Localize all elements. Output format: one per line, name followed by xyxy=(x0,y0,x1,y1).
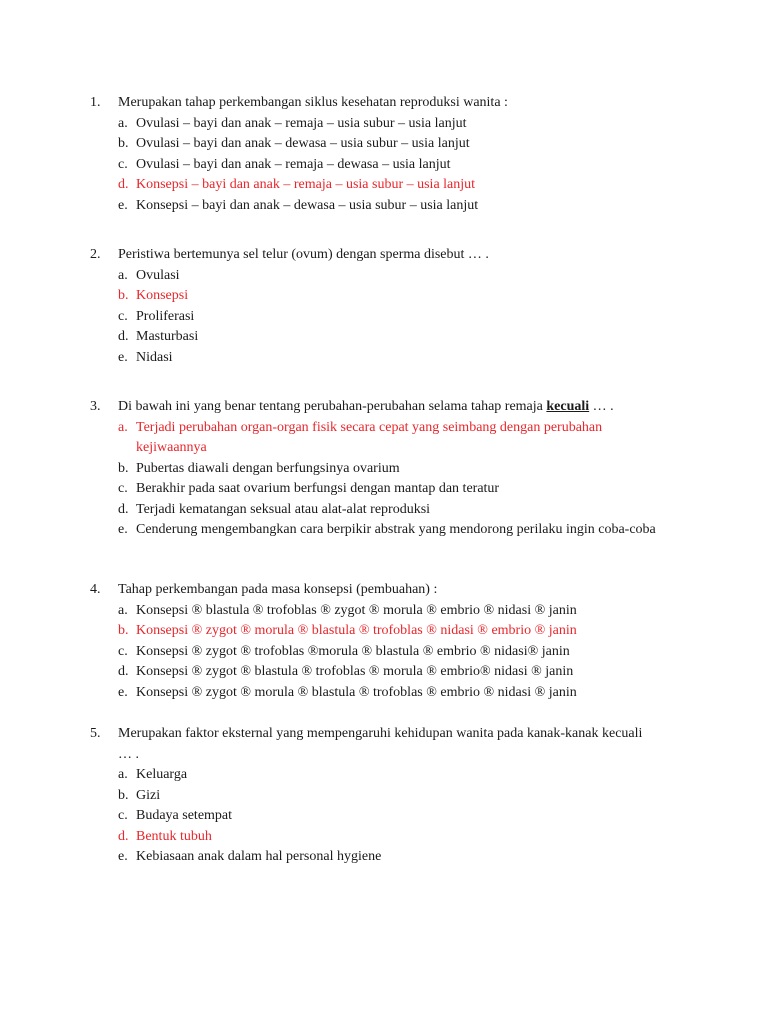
option-text: Kebiasaan anak dalam hal personal hygiene xyxy=(136,849,382,864)
option-letter: c. xyxy=(118,481,128,496)
option-letter: e. xyxy=(118,849,128,864)
question-suffix: … . xyxy=(589,399,614,414)
option-a xyxy=(0,601,768,622)
option-letter: d. xyxy=(118,329,129,344)
option-c xyxy=(0,155,768,176)
option-letter: a. xyxy=(118,115,128,131)
option-letter: b. xyxy=(118,288,129,303)
option-letter: a. xyxy=(118,419,128,435)
option-letter: c. xyxy=(118,643,128,659)
option-text: Cenderung mengembangkan cara berpikir abstrak yang mendorong perilaku ingin coba-coba xyxy=(136,522,656,537)
option-text: Terjadi kematangan seksual atau alat-alat reproduksi xyxy=(136,501,431,517)
option-text: Konsepsi ® zygot ® morula ® blastula ® trofoblas ® nidasi ® embrio ® janin xyxy=(136,623,577,638)
question-text xyxy=(118,397,678,418)
option-e xyxy=(0,348,768,369)
option-letter: a. xyxy=(118,602,128,618)
option-text: Proliferasi xyxy=(136,308,195,324)
option-text: Berakhir pada saat ovarium berfungsi dengan mantap dan teratur xyxy=(136,481,500,496)
option-text: Pubertas diawali dengan berfungsinya ovarium xyxy=(136,460,400,476)
option-text: Budaya setempat xyxy=(136,808,233,823)
option-a xyxy=(0,114,768,135)
question-number: 2. xyxy=(90,247,101,262)
option-b xyxy=(0,459,768,480)
option-text: Gizi xyxy=(136,787,161,803)
question-text: Merupakan faktor eksternal yang mempengaruhi kehidupan wanita pada kanak-kanak kecuali … . xyxy=(118,726,643,762)
option-letter: c. xyxy=(118,808,128,823)
option-text: Ovulasi – bayi dan anak – dewasa – usia subur – usia lanjut xyxy=(136,136,470,151)
option-text: Konsepsi ® zygot ® morula ® blastula ® trofoblas ® embrio ® nidasi ® janin xyxy=(136,684,577,700)
option-c xyxy=(0,307,768,328)
option-e xyxy=(0,683,768,704)
option-letter: b. xyxy=(118,623,129,638)
question-text-main: Di bawah ini yang benar tentang perubahan-perubahan selama tahap remaja xyxy=(118,399,543,414)
option-a xyxy=(0,266,768,287)
option-text: Konsepsi ® blastula ® trofoblas ® zygot ® morula ® embrio ® nidasi ® janin xyxy=(136,602,577,618)
option-b xyxy=(0,786,768,807)
option-text: Konsepsi xyxy=(136,288,189,303)
option-d-correct xyxy=(0,827,768,848)
question-number: 1. xyxy=(90,95,101,110)
question-2 xyxy=(0,245,768,368)
option-letter: a. xyxy=(118,767,128,782)
option-text: Konsepsi ® zygot ® trofoblas ®morula ® blastula ® embrio ® nidasi® janin xyxy=(136,643,570,659)
option-text: Ovulasi xyxy=(136,267,180,283)
option-letter: a. xyxy=(118,267,128,283)
option-b-correct xyxy=(0,621,768,642)
question-text: Peristiwa bertemunya sel telur (ovum) dengan sperma disebut … . xyxy=(118,247,489,262)
option-e xyxy=(0,520,768,541)
option-b-correct xyxy=(0,286,768,307)
option-letter: d. xyxy=(118,664,129,679)
option-d xyxy=(0,662,768,683)
option-letter: d. xyxy=(118,501,129,517)
option-d xyxy=(0,327,768,348)
option-e xyxy=(0,847,768,868)
option-c xyxy=(0,479,768,500)
option-letter: c. xyxy=(118,156,128,172)
option-letter: b. xyxy=(118,136,129,151)
option-d-correct xyxy=(0,175,768,196)
option-text: Keluarga xyxy=(136,767,188,782)
option-letter: e. xyxy=(118,522,128,537)
option-c xyxy=(0,806,768,827)
option-letter: b. xyxy=(118,460,129,476)
option-text: Konsepsi – bayi dan anak – dewasa – usia subur – usia lanjut xyxy=(136,197,479,213)
option-letter: d. xyxy=(118,828,129,844)
option-text: Bentuk tubuh xyxy=(136,828,212,844)
option-letter: c. xyxy=(118,308,128,324)
option-b xyxy=(0,134,768,155)
option-text: Konsepsi – bayi dan anak – remaja – usia subur – usia lanjut xyxy=(136,177,476,192)
option-text: Konsepsi ® zygot ® blastula ® trofoblas ® morula ® embrio® nidasi ® janin xyxy=(136,664,574,679)
option-text: Ovulasi – bayi dan anak – remaja – dewasa – usia lanjut xyxy=(136,156,451,172)
option-letter: b. xyxy=(118,787,129,803)
option-letter: d. xyxy=(118,177,129,192)
option-c xyxy=(0,642,768,663)
question-number: 3. xyxy=(90,399,101,414)
option-a xyxy=(0,765,768,786)
question-3 xyxy=(0,397,768,541)
question-4 xyxy=(0,580,768,703)
option-letter: e. xyxy=(118,349,128,365)
option-text: Nidasi xyxy=(136,349,173,365)
emphasis-kecuali: kecuali xyxy=(546,399,590,414)
question-1 xyxy=(0,93,768,216)
option-text: Terjadi perubahan organ-organ fisik secara cepat yang seimbang dengan perubahan kejiwaannya xyxy=(136,419,603,455)
option-d xyxy=(0,500,768,521)
option-text: Ovulasi – bayi dan anak – remaja – usia subur – usia lanjut xyxy=(136,115,467,131)
option-letter: e. xyxy=(118,197,128,213)
option-e xyxy=(0,196,768,217)
question-5 xyxy=(0,724,768,868)
option-letter: e. xyxy=(118,684,128,700)
option-text: Masturbasi xyxy=(136,329,199,344)
question-text: Merupakan tahap perkembangan siklus kesehatan reproduksi wanita : xyxy=(118,95,508,110)
question-number: 5. xyxy=(90,726,101,741)
option-a-correct xyxy=(0,418,768,459)
question-text: Tahap perkembangan pada masa konsepsi (pembuahan) : xyxy=(118,582,438,597)
question-number: 4. xyxy=(90,582,101,597)
